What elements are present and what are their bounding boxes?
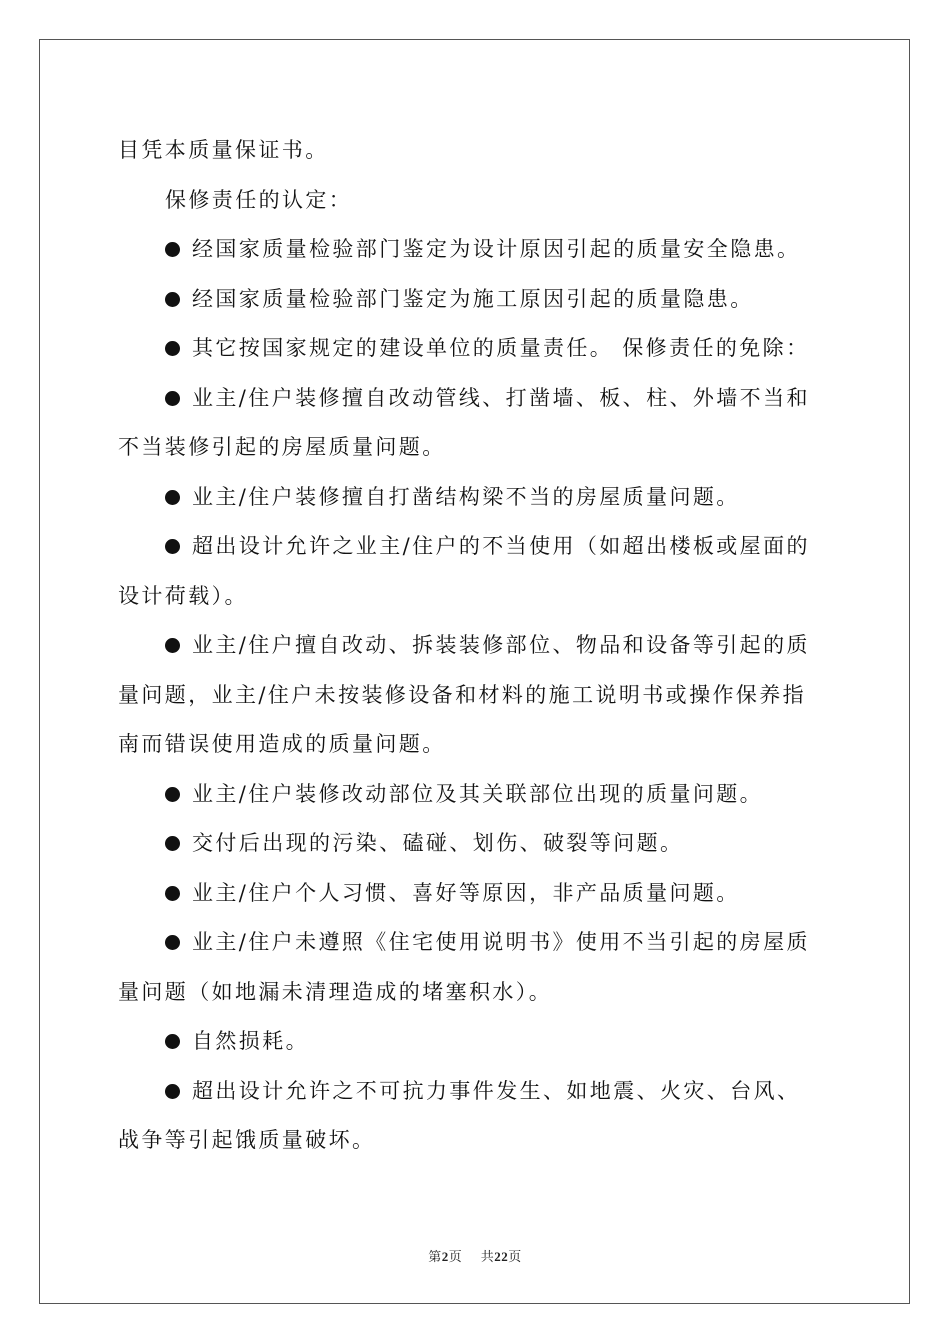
- bullet-icon: [165, 1084, 180, 1099]
- text-line: [118, 968, 836, 1018]
- text-line: [118, 126, 836, 176]
- bullet-icon: [165, 242, 180, 257]
- text-line: [118, 1116, 836, 1166]
- line-text: 业主/住户个人习惯、喜好等原因，非产品质量问题。: [192, 880, 740, 905]
- bullet-line: [118, 225, 836, 275]
- line-text: 业主/住户装修改动部位及其关联部位出现的质量问题。: [192, 781, 764, 806]
- bullet-icon: [165, 836, 180, 851]
- line-text: 超出设计允许之不可抗力事件发生、如地震、火灾、台风、: [192, 1078, 801, 1103]
- bullet-icon: [165, 787, 180, 802]
- line-text: 超出设计允许之业主/住户的不当使用（如超出楼板或屋面的: [192, 534, 810, 558]
- bullet-line: [118, 522, 836, 572]
- bullet-icon: [165, 341, 180, 356]
- text-line: [118, 176, 836, 226]
- total-pages: 22: [494, 1249, 509, 1264]
- line-text: 业主/住户装修擅自改动管线、打凿墙、板、柱、外墙不当和: [192, 385, 810, 410]
- bullet-icon: [165, 638, 180, 653]
- line-text: 经国家质量检验部门鉴定为施工原因引起的质量隐患。: [192, 286, 754, 311]
- bullet-line: [118, 275, 836, 325]
- line-text: 经国家质量检验部门鉴定为设计原因引起的质量安全隐患。: [192, 237, 801, 261]
- line-text: 量问题，业主/住户未按装修设备和材料的施工说明书或操作保养指: [118, 682, 807, 707]
- line-text: 不当装修引起的房屋质量问题。: [118, 435, 446, 459]
- line-text: 战争等引起饿质量破坏。: [118, 1128, 376, 1152]
- line-text: 保修责任的认定：: [165, 187, 353, 212]
- text-line: [118, 572, 836, 622]
- bullet-line: [118, 374, 836, 424]
- page-suffix: 页: [448, 1250, 463, 1265]
- text-line: [118, 720, 836, 770]
- line-text: 目凭本质量保证书。: [118, 138, 329, 162]
- bullet-icon: [165, 886, 180, 901]
- line-text: 业主/住户装修擅自打凿结构梁不当的房屋质量问题。: [192, 484, 740, 509]
- document-body: [118, 126, 836, 1166]
- bullet-icon: [165, 1034, 180, 1049]
- text-line: [118, 423, 836, 473]
- bullet-icon: [165, 292, 180, 307]
- page-footer: [0, 1246, 950, 1265]
- bullet-line: [118, 324, 836, 374]
- line-text: 其它按国家规定的建设单位的质量责任。 保修责任的免除：: [192, 336, 810, 360]
- line-text: 南而错误使用造成的质量问题。: [118, 732, 446, 756]
- line-text: 设计荷载）。: [118, 583, 248, 608]
- bullet-line: [118, 770, 836, 820]
- bullet-line: [118, 869, 836, 919]
- bullet-line: [118, 621, 836, 671]
- line-text: 量问题（如地漏未清理造成的堵塞积水）。: [118, 979, 553, 1004]
- bullet-line: [118, 819, 836, 869]
- bullet-icon: [165, 391, 180, 406]
- line-text: 交付后出现的污染、磕碰、划伤、破裂等问题。: [192, 831, 684, 855]
- page-number: 2: [441, 1249, 449, 1264]
- bullet-line: [118, 918, 836, 968]
- total-prefix: 共: [480, 1250, 495, 1265]
- bullet-icon: [165, 490, 180, 505]
- bullet-icon: [165, 539, 180, 554]
- bullet-line: [118, 1067, 836, 1117]
- line-text: 业主/住户未遵照《住宅使用说明书》使用不当引起的房屋质: [192, 930, 810, 954]
- total-suffix: 页: [508, 1250, 522, 1265]
- text-line: [118, 671, 836, 721]
- bullet-line: [118, 1017, 836, 1067]
- bullet-icon: [165, 935, 180, 950]
- page-prefix: 第: [428, 1250, 442, 1265]
- bullet-line: [118, 473, 836, 523]
- line-text: 业主/住户擅自改动、拆装装修部位、物品和设备等引起的质: [192, 633, 810, 657]
- line-text: 自然损耗。: [192, 1029, 309, 1053]
